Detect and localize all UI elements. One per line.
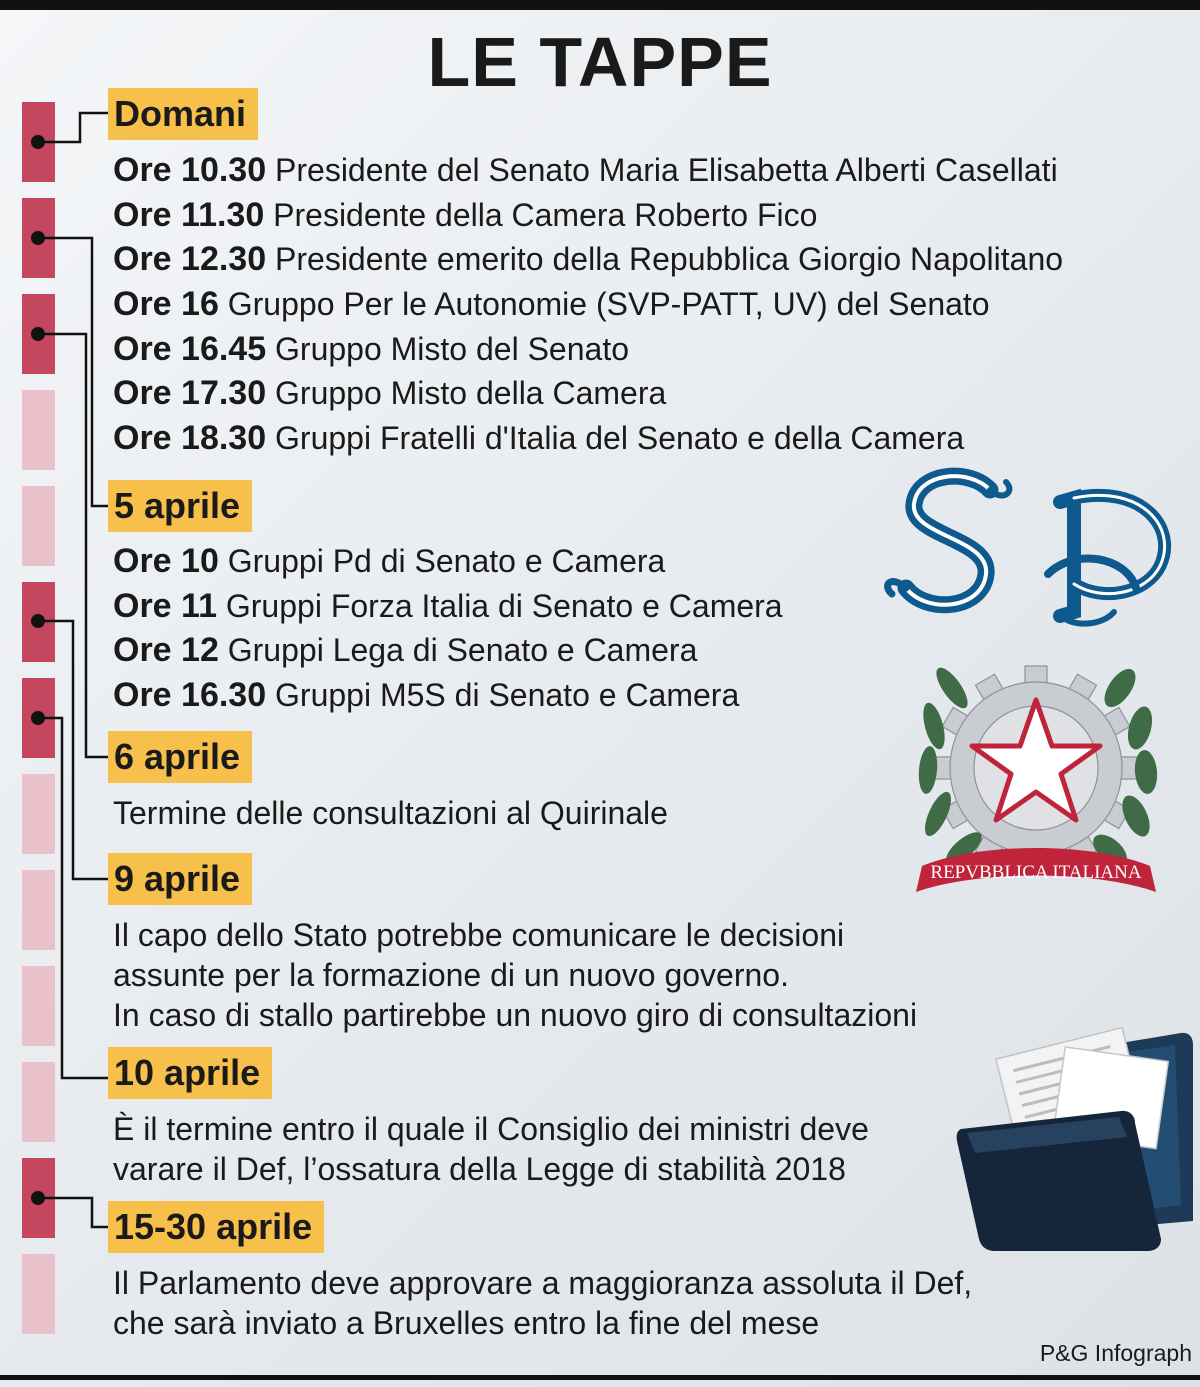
monogram-sp-icon [878,462,1188,632]
schedule-item [113,373,666,413]
schedule-time: Ore 11.30 [113,196,265,234]
timeline-block [22,486,55,566]
schedule-time: Ore 11 [113,587,217,625]
timeline-dot [31,711,45,725]
schedule-text: Gruppo Misto della Camera [275,375,667,411]
date-label-10-aprile: 10 aprile [108,1047,272,1099]
schedule-text: Presidente del Senato Maria Elisabetta Alberti Casellati [275,152,1058,188]
schedule-item [113,150,1058,190]
schedule-item [113,675,739,715]
date-label-9-aprile: 9 aprile [108,853,252,905]
step-description-line: assunte per la formazione di un nuovo governo. [113,957,789,993]
date-label-domani: Domani [108,88,258,140]
timeline-block [22,774,55,854]
schedule-text: Presidente emerito della Repubblica Giorgio Napolitano [275,241,1064,277]
schedule-time: Ore 10 [113,542,219,580]
schedule-item [113,418,964,458]
timeline-block [22,966,55,1046]
timeline-dot [31,614,45,628]
step-description-line: varare il Def, l’ossatura della Legge di stabilità 2018 [113,1151,846,1187]
source-credit: P&G Infograph [1039,1340,1192,1366]
schedule-text: Gruppi Pd di Senato e Camera [227,543,666,579]
schedule-time: Ore 16.30 [113,676,267,714]
schedule-item [113,239,1063,279]
schedule-text: Gruppi Fratelli d'Italia del Senato e della Camera [275,420,965,456]
schedule-time: Ore 16 [113,285,219,323]
timeline-dot [31,231,45,245]
schedule-time: Ore 17.30 [113,374,267,412]
timeline-dot [31,1191,45,1205]
schedule-text: Gruppi Lega di Senato e Camera [227,632,698,668]
step-description-line: Il Parlamento deve approvare a maggioranza assoluta il Def, [113,1265,973,1301]
step-description-line: È il termine entro il quale il Consiglio dei ministri deve [113,1111,869,1147]
date-label-15-30-aprile: 15-30 aprile [108,1201,324,1253]
schedule-item [113,630,697,670]
timeline-block [22,1062,55,1142]
schedule-time: Ore 18.30 [113,419,267,457]
schedule-text: Presidente della Camera Roberto Fico [273,197,818,233]
timeline-block [22,870,55,950]
schedule-item [113,195,817,235]
schedule-item [113,541,665,581]
timeline-dot [31,135,45,149]
timeline-connectors [38,113,108,1227]
step-description-line: che sarà inviato a Bruxelles entro la fine del mese [113,1305,820,1341]
emblem-italy-icon [900,630,1172,920]
schedule-text: Gruppo Per le Autonomie (SVP-PATT, UV) del Senato [227,286,990,322]
schedule-time: Ore 12 [113,631,219,669]
schedule-text: Gruppo Misto del Senato [275,331,629,367]
timeline-block [22,390,55,470]
folder-documents-icon [955,1025,1197,1253]
page-title: LE TAPPE [427,23,773,101]
schedule-time: Ore 10.30 [113,151,267,189]
step-description-line: Il capo dello Stato potrebbe comunicare le decisioni [113,917,845,953]
step-description-line: In caso di stallo partirebbe un nuovo giro di consultazioni [113,997,918,1033]
schedule-item [113,329,629,369]
bottom-frame-bar [0,1375,1200,1380]
timeline-block [22,1254,55,1334]
schedule-text: Gruppi Forza Italia di Senato e Camera [225,588,783,624]
date-label-5-aprile: 5 aprile [108,480,252,532]
schedule-time: Ore 12.30 [113,240,267,278]
timeline-dot [31,327,45,341]
step-description-line: Termine delle consultazioni al Quirinale [113,795,668,831]
emblem-ribbon-text: REPVBBLICA ITALIANA [930,862,1142,883]
schedule-item [113,586,783,626]
schedule-time: Ore 16.45 [113,330,267,368]
date-label-6-aprile: 6 aprile [108,731,252,783]
schedule-text: Gruppi M5S di Senato e Camera [275,677,740,713]
schedule-item [113,284,990,324]
